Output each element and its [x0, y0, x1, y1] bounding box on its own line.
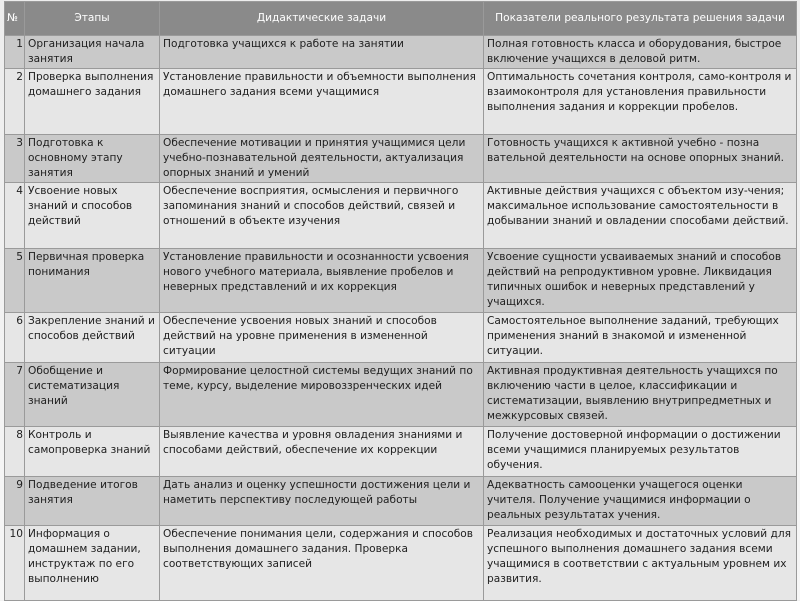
header-result-indicators: Показатели реального результата решения задачи — [484, 2, 797, 36]
task-cell: Установление правильности и объемности выполнения домашнего задания всеми учащимися — [160, 68, 484, 134]
stage-cell: Проверка выполнения домашнего задания — [25, 68, 160, 134]
result-cell: Полная готовность класса и оборудования, быстрое включение учащихся в деловой ритм. — [484, 36, 797, 69]
header-number: № — [5, 2, 25, 36]
stage-cell: Контроль и самопроверка знаний — [25, 426, 160, 476]
result-cell: Получение достоверной информации о достижении всеми учащимися планируемых результатов обучения. — [484, 426, 797, 476]
row-number: 10 — [5, 525, 25, 600]
table-row — [5, 525, 797, 600]
row-number: 8 — [5, 426, 25, 476]
stage-cell: Подведение итогов занятия — [25, 476, 160, 525]
stage-cell: Усвоение новых знаний и способов действий — [25, 182, 160, 248]
row-number: 1 — [5, 36, 25, 69]
task-cell: Обеспечение понимания цели, содержания и способов выполнения домашнего задания. Проверка соответствующих записей — [160, 525, 484, 600]
header-stages: Этапы — [25, 2, 160, 36]
stage-cell: Подготовка к основному этапу занятия — [25, 134, 160, 182]
table-row — [5, 426, 797, 476]
row-number: 6 — [5, 312, 25, 362]
row-number: 4 — [5, 182, 25, 248]
row-number: 7 — [5, 362, 25, 426]
result-cell: Активная продуктивная деятельность учащихся по включению части в целое, классификации и систематизации, выявлению внутрипредметных и межкурсовых связей. — [484, 362, 797, 426]
result-cell: Адекватность самооценки учащегося оценки учителя. Получение учащимися информации о реальных результатах учения. — [484, 476, 797, 525]
stage-cell: Информация о домашнем задании, инструктаж по его выполнению — [25, 525, 160, 600]
result-cell: Самостоятельное выполнение заданий, требующих применения знаний в знакомой и измененной ситуации. — [484, 312, 797, 362]
table-row — [5, 134, 797, 182]
result-cell: Усвоение сущности усваиваемых знаний и способов действий на репродуктивном уровне. Ликвидация типичных ошибок и неверных представлений у учащихся. — [484, 248, 797, 312]
task-cell: Формирование целостной системы ведущих знаний по теме, курсу, выделение мировоззренческих идей — [160, 362, 484, 426]
result-cell: Активные действия учащихся с объектом изу-чения; максимальное использование самостоятельности в добывании знаний и овладении способами действий. — [484, 182, 797, 248]
table-row — [5, 476, 797, 525]
result-cell: Оптимальность сочетания контроля, само-контроля и взаимоконтроля для установления правильности выполнения задания и коррекции пробелов. — [484, 68, 797, 134]
task-cell: Обеспечение усвоения новых знаний и способов действий на уровне применения в измененной ситуации — [160, 312, 484, 362]
header-didactic-tasks: Дидактические задачи — [160, 2, 484, 36]
lesson-stages-table — [4, 1, 797, 601]
result-cell: Реализация необходимых и достаточных условий для успешного выполнения домашнего задания всеми учащимися в соответствии с актуальным уровнем их развития. — [484, 525, 797, 600]
task-cell: Дать анализ и оценку успешности достижения цели и наметить перспективу последующей работы — [160, 476, 484, 525]
table-row — [5, 248, 797, 312]
table-row — [5, 36, 797, 69]
task-cell: Обеспечение мотивации и принятия учащимися цели учебно-познавательной деятельности, актуализация опорных знаний и умений — [160, 134, 484, 182]
header-row — [5, 2, 797, 36]
task-cell: Обеспечение восприятия, осмысления и первичного запоминания знаний и способов действий, связей и отношений в объекте изучения — [160, 182, 484, 248]
task-cell: Выявление качества и уровня овладения знаниями и способами действий, обеспечение их коррекции — [160, 426, 484, 476]
result-cell: Готовность учащихся к активной учебно - позна вательной деятельности на основе опорных знаний. — [484, 134, 797, 182]
stage-cell: Организация начала занятия — [25, 36, 160, 69]
table-row — [5, 68, 797, 134]
row-number: 2 — [5, 68, 25, 134]
row-number: 3 — [5, 134, 25, 182]
row-number: 5 — [5, 248, 25, 312]
stage-cell: Закрепление знаний и способов действий — [25, 312, 160, 362]
stage-cell: Первичная проверка понимания — [25, 248, 160, 312]
table-row — [5, 362, 797, 426]
table-row — [5, 182, 797, 248]
task-cell: Установление правильности и осознанности усвоения нового учебного материала, выявление пробелов и неверных представлений и их коррекция — [160, 248, 484, 312]
task-cell: Подготовка учащихся к работе на занятии — [160, 36, 484, 69]
table-row — [5, 312, 797, 362]
stage-cell: Обобщение и систематизация знаний — [25, 362, 160, 426]
row-number: 9 — [5, 476, 25, 525]
